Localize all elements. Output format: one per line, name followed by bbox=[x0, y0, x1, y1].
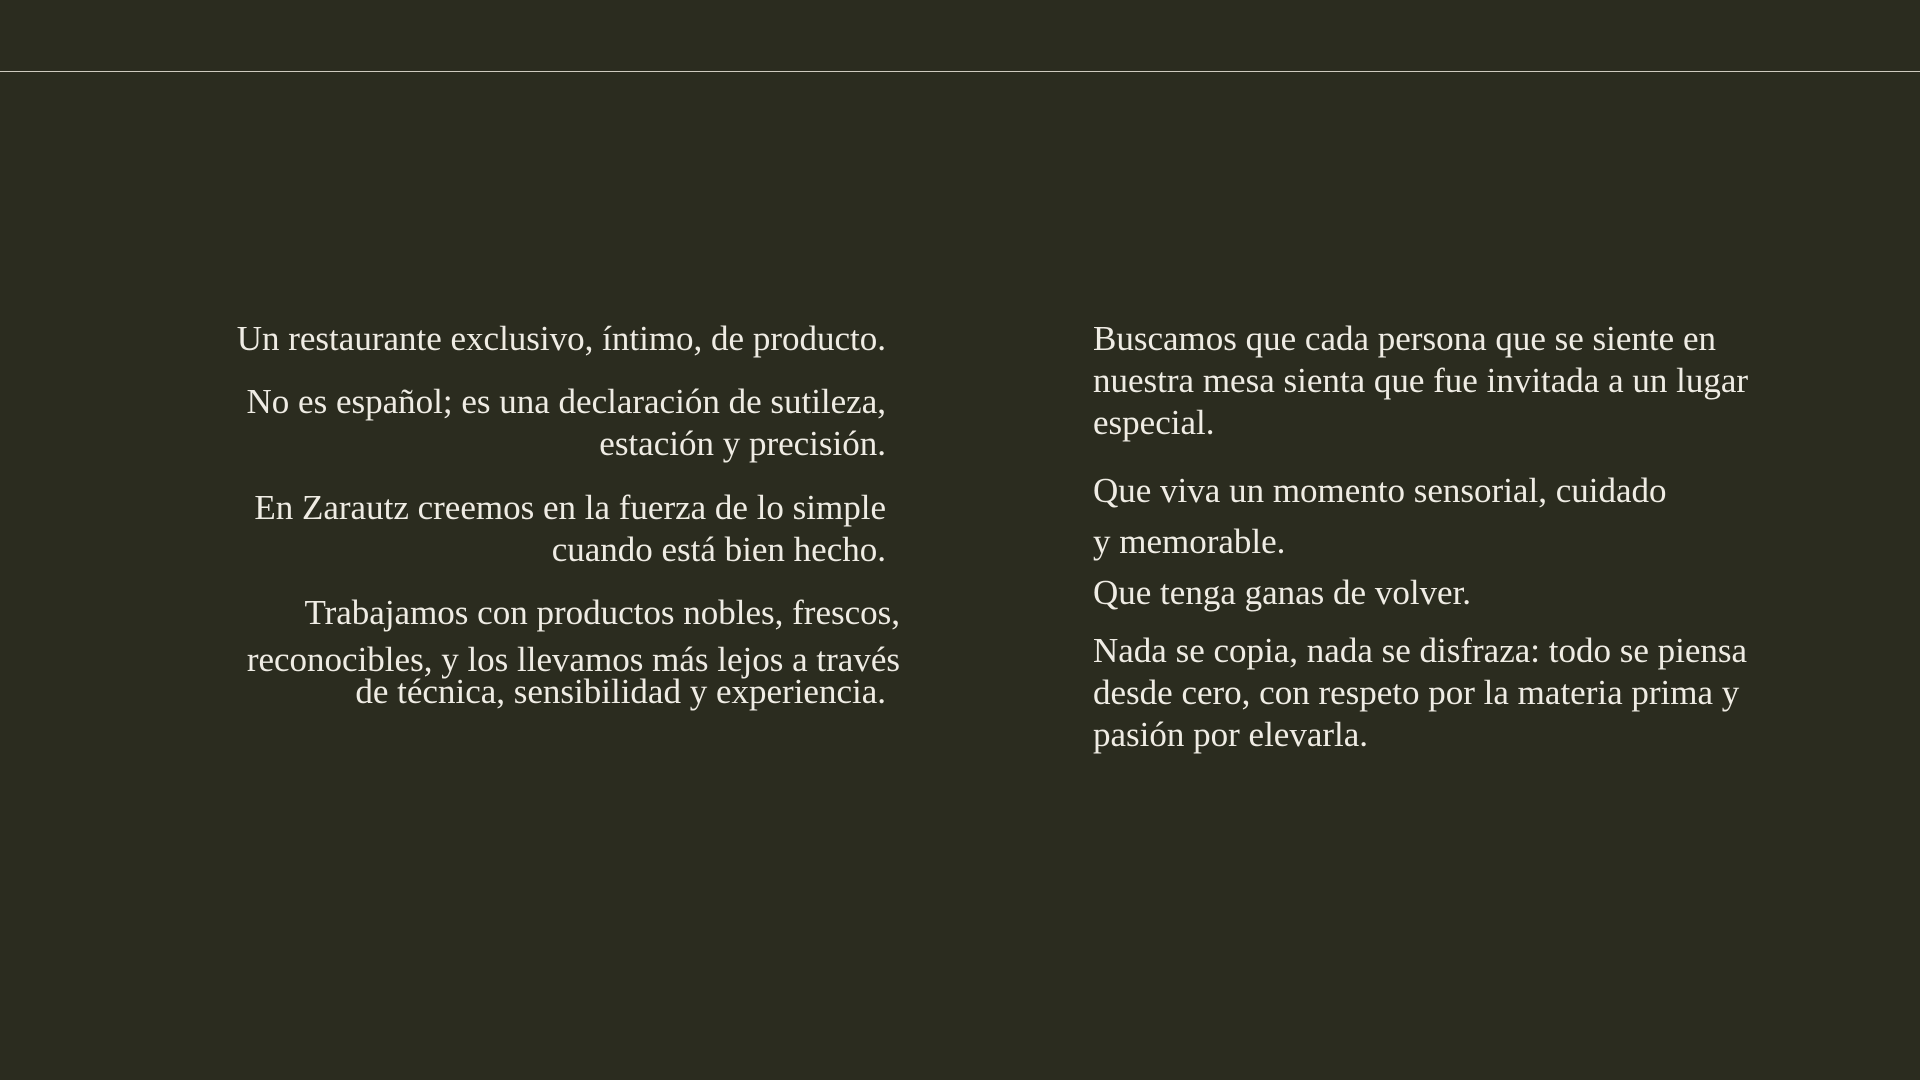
left-paragraph-2 bbox=[247, 381, 886, 465]
text-line: Que tenga ganas de volver. bbox=[1093, 573, 1472, 612]
right-paragraph-1 bbox=[1093, 318, 1748, 444]
text-line: desde cero, con respeto por la materia prima y bbox=[1093, 673, 1740, 712]
left-paragraph-3 bbox=[254, 487, 886, 571]
left-paragraph-4 bbox=[246, 592, 900, 711]
text-line: y memorable. bbox=[1093, 522, 1286, 561]
text-line: nuestra mesa sienta que fue invitada a un lugar bbox=[1093, 361, 1749, 400]
text-line: Que viva un momento sensorial, cuidado bbox=[1093, 471, 1667, 510]
text-line: Un restaurante exclusivo, íntimo, de producto. bbox=[236, 319, 886, 358]
text-line: reconocibles, y los llevamos más lejos a través bbox=[246, 640, 900, 679]
right-paragraph-2 bbox=[1093, 465, 1666, 618]
text-line: No es español; es una declaración de sutileza, bbox=[246, 382, 886, 421]
text-line: pasión por elevarla. bbox=[1093, 715, 1369, 754]
text-line: de técnica, sensibilidad y experiencia. bbox=[355, 672, 886, 711]
left-paragraph-1 bbox=[237, 318, 886, 360]
top-divider bbox=[0, 71, 1920, 72]
right-paragraph-3 bbox=[1093, 630, 1747, 756]
text-line: estación y precisión. bbox=[599, 424, 886, 463]
text-line: cuando está bien hecho. bbox=[551, 530, 886, 569]
text-line: Trabajamos con productos nobles, frescos, bbox=[304, 593, 900, 632]
text-line: especial. bbox=[1093, 403, 1215, 442]
text-line: En Zarautz creemos en la fuerza de lo simple bbox=[254, 488, 886, 527]
text-line: Buscamos que cada persona que se siente en bbox=[1093, 319, 1716, 358]
text-line: Nada se copia, nada se disfraza: todo se piensa bbox=[1093, 631, 1748, 670]
